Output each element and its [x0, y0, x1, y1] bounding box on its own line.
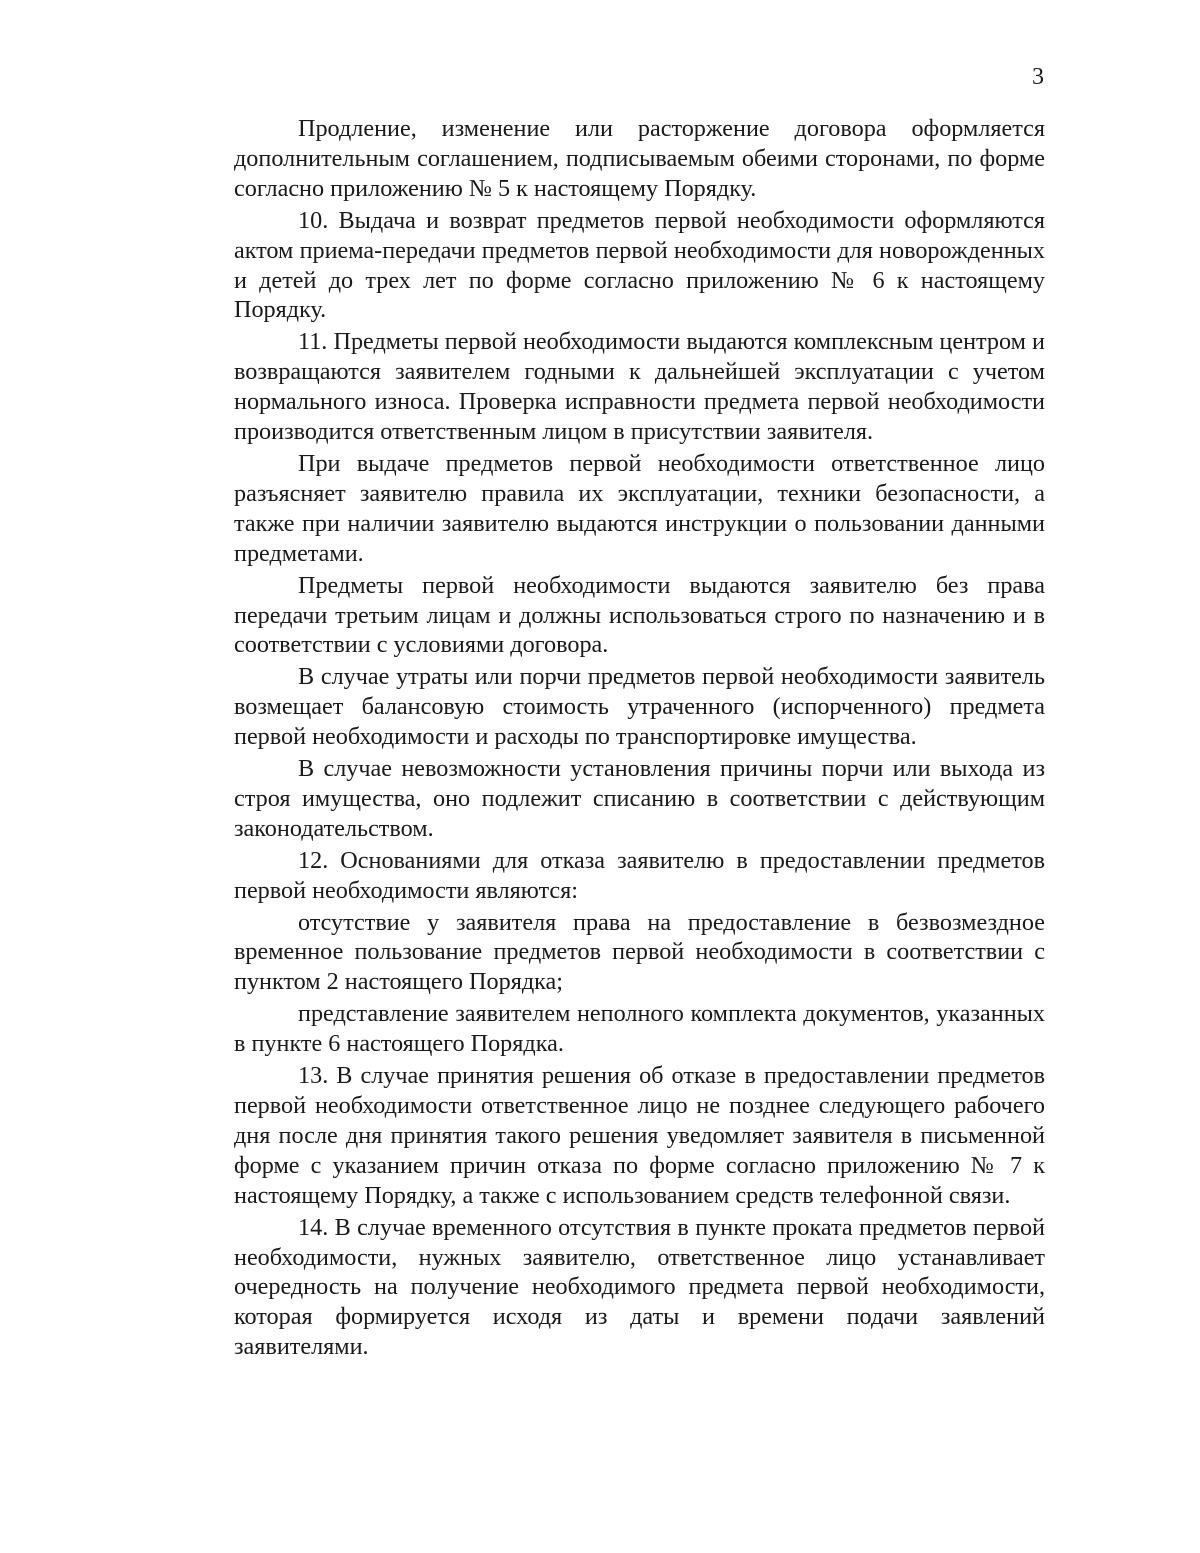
paragraph: отсутствие у заявителя права на предоставление в безвозмездное временное пользование предметов первой необходимости в соответствии с пунктом 2 настоящего Порядка; — [234, 908, 1045, 996]
document-body — [234, 114, 1045, 1364]
paragraph: 11. Предметы первой необходимости выдаются комплексным центром и возвращаются заявителем годными к дальнейшей эксплуатации с учетом нормального износа. Проверка исправности предмета первой необходимости производится ответственным лицом в присутствии заявителя. — [234, 328, 1045, 446]
paragraph: Продление, изменение или расторжение договора оформляется дополнительным соглашением, подписываемым обеими сторонами, по форме согласно приложению № 5 к настоящему Порядку. — [234, 115, 1045, 202]
paragraph: Предметы первой необходимости выдаются заявителю без права передачи третьим лицам и должны использоваться строго по назначению и в соответствии с условиями договора. — [234, 571, 1045, 659]
page-number: 3 — [1032, 64, 1044, 90]
paragraph: В случае невозможности установления причины порчи или выхода из строя имущества, оно подлежит списанию в соответствии с действующим законодательством. — [234, 755, 1045, 842]
paragraph: 14. В случае временного отсутствия в пункте проката предметов первой необходимости, нужных заявителю, ответственное лицо устанавливает очередность на получение необходимого предмета первой необходимости, которая формируется исходя из даты и времени подачи заявлений заявителями. — [234, 1213, 1045, 1361]
paragraph: При выдаче предметов первой необходимости ответственное лицо разъясняет заявителю правила их эксплуатации, техники безопасности, а также при наличии заявителю выдаются инструкции о пользовании данными предметами. — [234, 449, 1045, 567]
paragraph: представление заявителем неполного комплекта документов, указанных в пункте 6 настоящего Порядка. — [234, 1000, 1045, 1058]
paragraph: 12. Основаниями для отказа заявителю в предоставлении предметов первой необходимости являются: — [234, 846, 1045, 904]
paragraph: 13. В случае принятия решения об отказе в предоставлении предметов первой необходимости ответственное лицо не позднее следующего рабочего дня после дня принятия такого решения уведомляет заявителя в письменной форме с указанием причин отказа по форме согласно приложению № 7 к настоящему Порядку, а также с использованием средств телефонной связи. — [234, 1062, 1045, 1209]
paragraph: В случае утраты или порчи предметов первой необходимости заявитель возмещает балансовую стоимость утраченного (испорченного) предмета первой необходимости и расходы по транспортировке имущества. — [234, 663, 1045, 751]
paragraph: 10. Выдача и возврат предметов первой необходимости оформляются актом приема-передачи предметов первой необходимости для новорожденных и детей до трех лет по форме согласно приложению № 6 к настоящему Порядку. — [234, 206, 1045, 324]
